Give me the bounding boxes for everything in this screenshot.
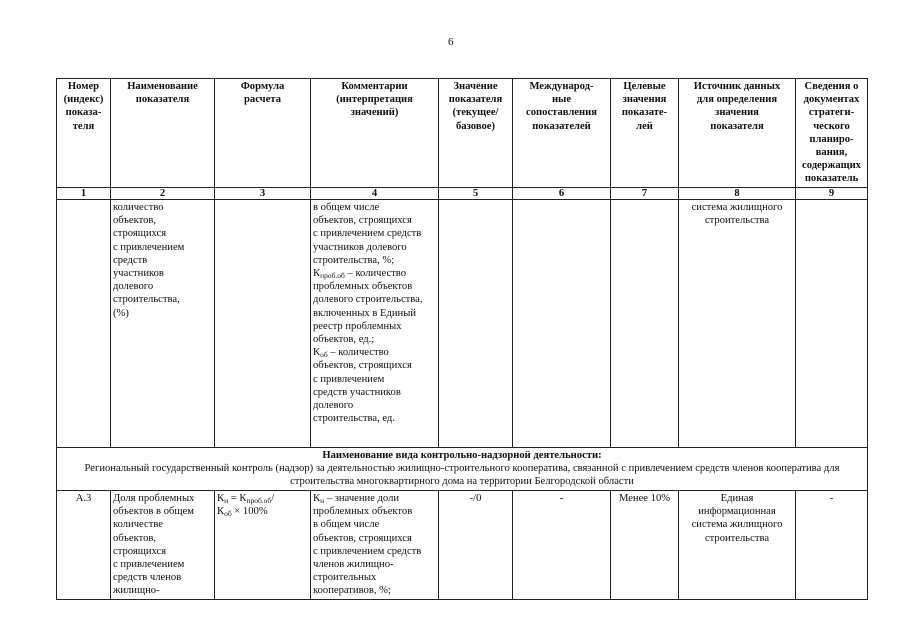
header-cell: Формула расчета	[215, 79, 311, 188]
value-cell	[439, 200, 513, 448]
header-cell: Международ- ные сопоставления показателей	[513, 79, 611, 188]
header-cell: Сведения о документах стратеги- ческого планиро- вания, содержащих показатель	[796, 79, 868, 188]
section-text: Региональный государственный контроль (надзор) за деятельностью жилищно-строительного кооператива, связанной с привлечением средств членов кооператива для строительства многоквартирного дома на территории Белгородской области	[84, 463, 840, 488]
column-number: 4	[311, 188, 439, 200]
international-cell: -	[513, 491, 611, 600]
continuation-row	[57, 200, 868, 448]
indicator-row-a3	[57, 491, 868, 600]
index-cell	[57, 200, 111, 448]
column-numbers-row	[57, 188, 868, 200]
formula-text: = К	[228, 493, 247, 504]
column-number: 7	[611, 188, 679, 200]
indicators-table	[56, 78, 868, 600]
formula-symbol: К	[217, 506, 225, 518]
column-number: 8	[679, 188, 796, 200]
value-cell: -/0	[439, 491, 513, 600]
comment-text: – количество проблемных объектов долевого строительства, включенных в Единый реестр проблемных объектов, ед.;	[313, 268, 423, 346]
section-cell	[57, 448, 868, 491]
formula-subscript: об	[224, 509, 232, 519]
page-number: 6	[448, 36, 454, 48]
column-number: 9	[796, 188, 868, 200]
header-cell: Номер (индекс) показа- теля	[57, 79, 111, 188]
column-number: 2	[111, 188, 215, 200]
formula-cell	[215, 491, 311, 600]
column-number: 6	[513, 188, 611, 200]
documents-cell: -	[796, 491, 868, 600]
comment-text: – значение доли проблемных объектов в общем числе объектов, строящихся с привлечением средств членов жилищно- строительных кооперативов, %;	[313, 493, 422, 597]
formula-subscript: н	[224, 496, 229, 505]
header-cell: Целевые значения показате- лей	[611, 79, 679, 188]
source-cell: Единая информационная система жилищного строительства	[679, 491, 796, 600]
formula-cell	[215, 200, 311, 448]
column-number: 5	[439, 188, 513, 200]
variable-symbol: К	[313, 347, 321, 359]
formula-text: /	[271, 493, 275, 504]
header-cell: Наименование показателя	[111, 79, 215, 188]
indicator-name-cell: Доля проблемных объектов в общем количестве объектов, строящихся с привлечением средств членов жилищно-	[111, 491, 215, 600]
target-cell	[611, 200, 679, 448]
indicator-name-cell: количество объектов, строящихся с привлечением средств участников долевого строительства, (%)	[111, 200, 215, 448]
formula-symbol: К	[217, 493, 225, 504]
header-row	[57, 79, 868, 188]
formula-text: × 100%	[231, 506, 268, 518]
header-cell: Значение показателя (текущее/ базовое)	[439, 79, 513, 188]
section-title: Наименование вида контрольно-надзорной деятельности:	[322, 450, 602, 461]
comment-text: – количество объектов, строящихся с привлечением средств участников долевого строительства, ед.	[313, 347, 412, 425]
target-cell: Менее 10%	[611, 491, 679, 600]
variable-subscript: проб.об	[320, 271, 345, 281]
index-cell: А.3	[57, 491, 111, 600]
variable-symbol: К	[313, 268, 321, 280]
formula-subscript: проб.об	[246, 496, 272, 505]
header-cell: Источник данных для определения значения показателя	[679, 79, 796, 188]
source-cell: система жилищного строительства	[679, 200, 796, 448]
comment-cell	[311, 491, 439, 600]
comment-cell	[311, 200, 439, 448]
international-cell	[513, 200, 611, 448]
documents-cell	[796, 200, 868, 448]
header-cell: Комментарии (интерпретация значений)	[311, 79, 439, 188]
column-number: 1	[57, 188, 111, 200]
comment-text: в общем числе объектов, строящихся с привлечением средств участников долевого строительства, %;	[313, 202, 422, 266]
variable-subscript: н	[320, 496, 325, 505]
column-number: 3	[215, 188, 311, 200]
variable-subscript: об	[320, 350, 328, 360]
section-row	[57, 448, 868, 491]
variable-symbol: К	[313, 493, 321, 504]
